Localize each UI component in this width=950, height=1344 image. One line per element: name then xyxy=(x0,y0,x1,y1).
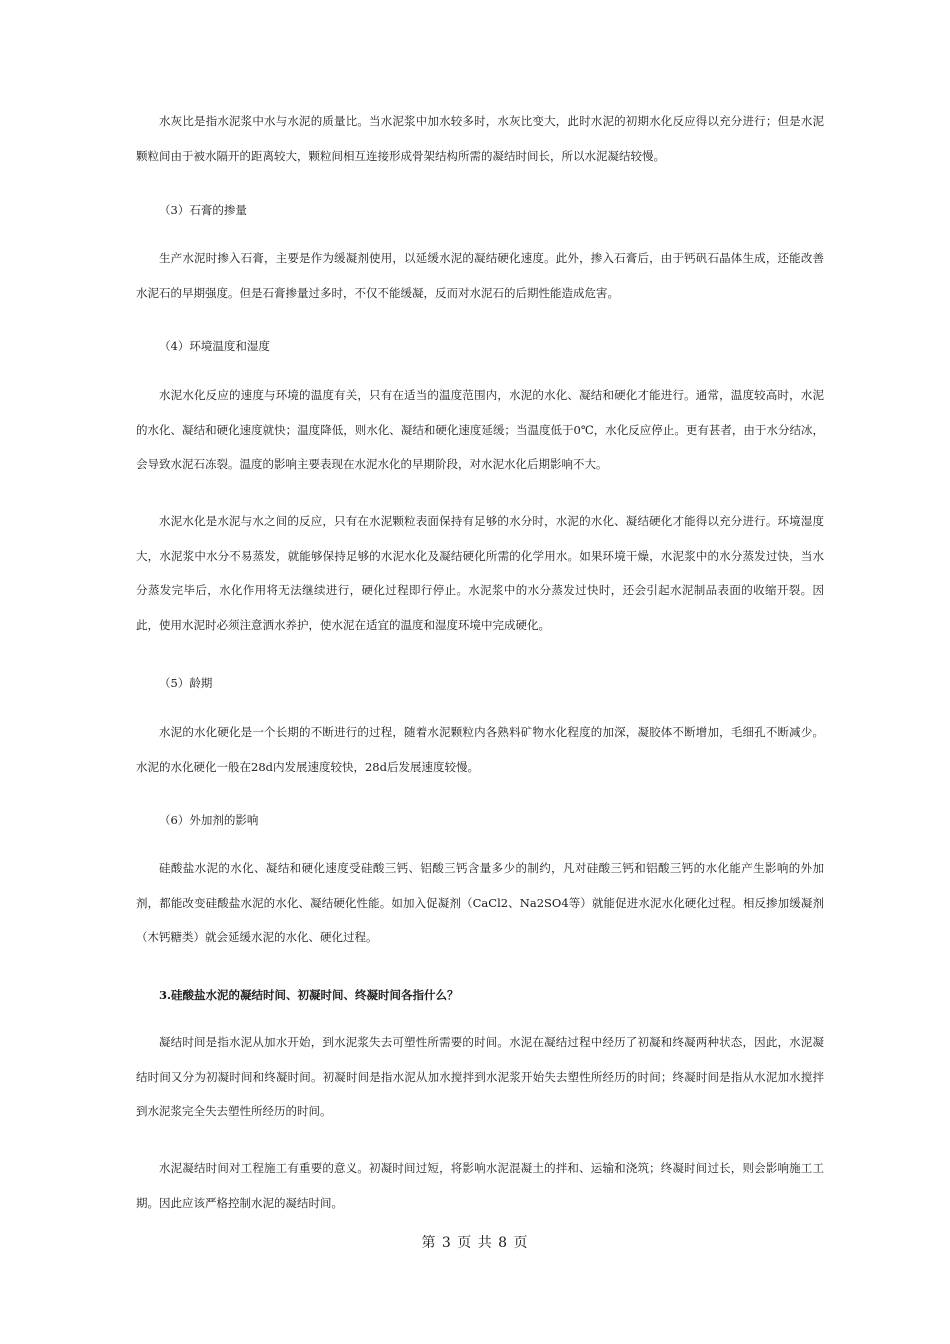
paragraph-water-cement-ratio: 水灰比是指水泥浆中水与水泥的质量比。当水泥浆中加水较多时，水灰比变大，此时水泥的初期水化反应得以充分进行；但是水泥颗粒间由于被水隔开的距离较大，颗粒间相互连接形成骨架结构所需的凝结时间长，所以水泥凝结较慢。 xyxy=(136,114,824,163)
paragraph-setting-significance: 水泥凝结时间对工程施工有重要的意义。初凝时间过短，将影响水泥混凝土的拌和、运输和浇筑；终凝时间过长，则会影响施工工期。因此应该严格控制水泥的凝结时间。 xyxy=(136,1161,824,1210)
heading-admixture: （6）外加剂的影响 xyxy=(159,813,259,827)
paragraph-humidity: 水泥水化是水泥与水之间的反应，只有在水泥颗粒表面保持有足够的水分时，水泥的水化、凝结硬化才能得以充分进行。环境湿度大，水泥浆中水分不易蒸发，就能够保持足够的水泥水化及凝结硬化所需的化学用水。如果环境干燥，水泥浆中的水分蒸发过快，当水分蒸发完毕后，水化作用将无法继续进行，硬化过程即行停止。水泥浆中的水分蒸发过快时，还会引起水泥制品表面的收缩开裂。因此，使用水泥时必须注意洒水养护，使水泥在适宜的温度和湿度环境中完成硬化。 xyxy=(136,514,824,632)
question-heading: 3.硅酸盐水泥的凝结时间、初凝时间、终凝时间各指什么？ xyxy=(159,988,459,1002)
heading-gypsum: （3）石膏的掺量 xyxy=(159,203,247,217)
paragraph-age: 水泥的水化硬化是一个长期的不断进行的过程，随着水泥颗粒内各熟料矿物水化程度的加深，凝胶体不断增加，毛细孔不断减少。水泥的水化硬化一般在28d内发展速度较快，28d后发展速度较慢。 xyxy=(136,725,824,774)
heading-temperature-humidity: （4）环境温度和湿度 xyxy=(159,339,270,353)
paragraph-gypsum: 生产水泥时掺入石膏，主要是作为缓凝剂使用，以延缓水泥的凝结硬化速度。此外，掺入石膏后，由于钙矾石晶体生成，还能改善水泥石的早期强度。但是石膏掺量过多时，不仅不能缓凝，反而对水泥石的后期性能造成危害。 xyxy=(136,251,824,300)
paragraph-setting-time: 凝结时间是指水泥从加水开始，到水泥浆失去可塑性所需要的时间。水泥在凝结过程中经历了初凝和终凝两种状态，因此，水泥凝结时间又分为初凝时间和终凝时间。初凝时间是指水泥从加水搅拌到水泥浆开始失去塑性所经历的时间；终凝时间是指从水泥加水搅拌到水泥浆完全失去塑性所经历的时间。 xyxy=(136,1035,824,1119)
paragraph-admixture: 硅酸盐水泥的水化、凝结和硬化速度受硅酸三钙、铝酸三钙含量多少的制约，凡对硅酸三钙和铝酸三钙的水化能产生影响的外加剂，都能改变硅酸盐水泥的水化、凝结硬化性能。如加入促凝剂（CaCl2、Na2SO4等）就能促进水泥水化硬化过程。相反掺加缓凝剂（木钙糖类）就会延缓水泥的水化、硬化过程。 xyxy=(136,861,824,945)
heading-age: （5）龄期 xyxy=(159,676,213,690)
page-number-footer: 第 3 页 共 8 页 xyxy=(421,1235,529,1251)
paragraph-temperature: 水泥水化反应的速度与环境的温度有关，只有在适当的温度范围内，水泥的水化、凝结和硬化才能进行。通常，温度较高时，水泥的水化、凝结和硬化速度就快；温度降低，则水化、凝结和硬化速度延缓；当温度低于0℃，水化反应停止。更有甚者，由于水分结冰，会导致水泥石冻裂。温度的影响主要表现在水泥水化的早期阶段，对水泥水化后期影响不大。 xyxy=(136,388,824,472)
